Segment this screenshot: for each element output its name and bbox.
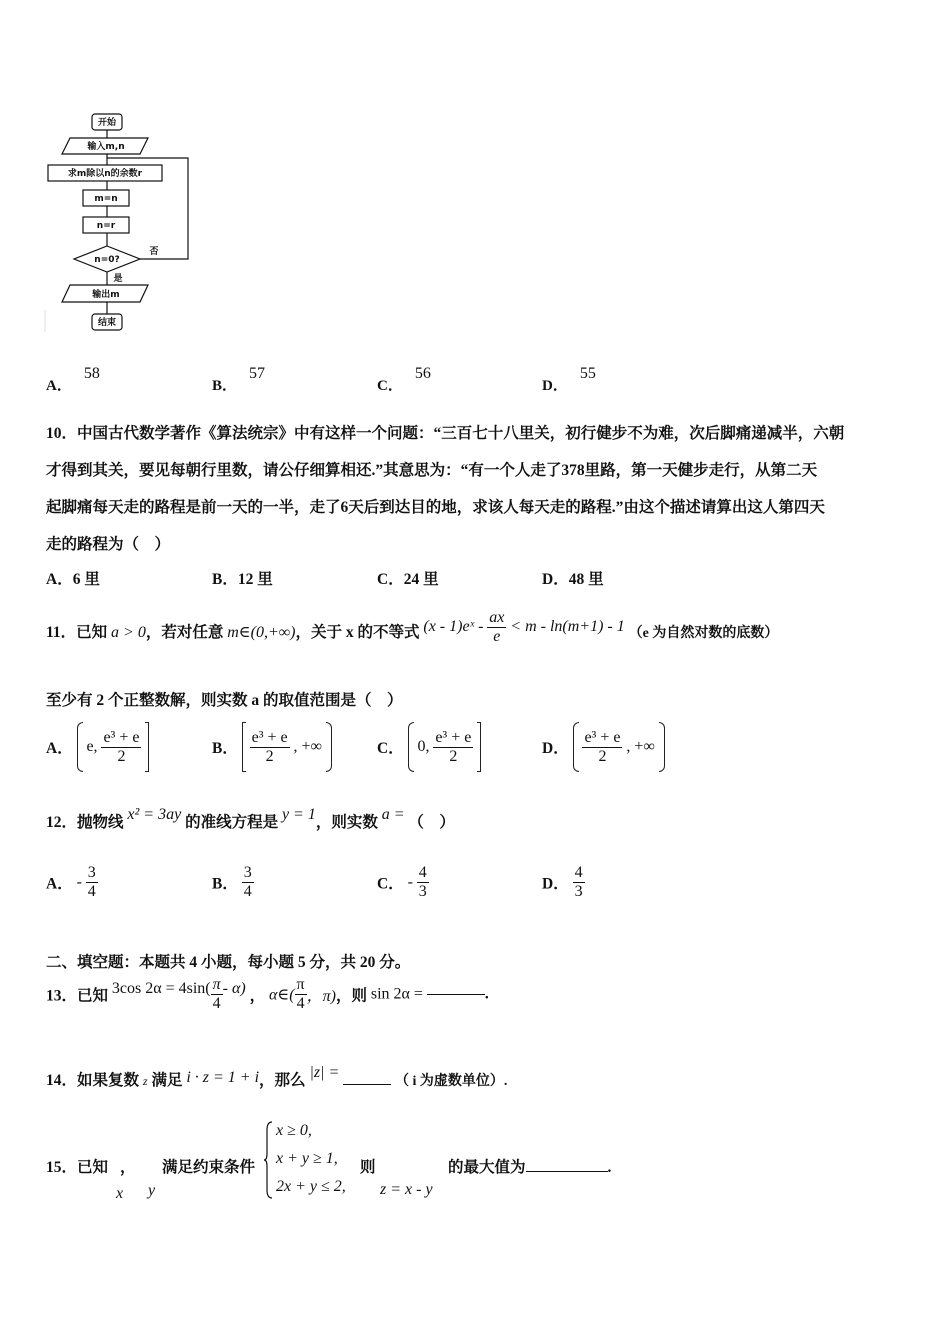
q11-option-a[interactable] (46, 722, 149, 772)
q15-mid: 满足约束条件 (162, 1159, 256, 1176)
interval-bracket (77, 722, 83, 772)
q11-cond-m: m∈(0,+∞) (227, 624, 296, 642)
q11-mid1: ，若对任意 (145, 624, 224, 642)
flow-remainder-label: 求m除以n的余数r (67, 169, 143, 179)
q11-stem (46, 609, 779, 652)
q13-frac (211, 976, 223, 1013)
flow-output-label: 输出m (92, 290, 120, 300)
option-label: A． (46, 740, 73, 757)
interval-bracket (477, 722, 481, 772)
interval-frac (101, 729, 141, 766)
frac-num: ax (489, 609, 505, 626)
flow-no-label: 否 (149, 247, 159, 257)
q12-mid: 的准线方程是 (185, 814, 279, 831)
q13-eq-right: - α) (222, 979, 246, 997)
q14-answer-blank[interactable] (343, 1084, 391, 1085)
q15-suffix-wrap (448, 1155, 611, 1177)
q15-constraint-1: x ≥ 0, (276, 1122, 312, 1139)
q11-option-b[interactable] (212, 722, 332, 772)
q15-constraint-2: x + y ≥ 1, (276, 1150, 338, 1167)
q11-option-d[interactable] (542, 722, 665, 772)
interval-bracket (242, 722, 246, 772)
q11-mid2: ，关于 x 的不等式 (295, 624, 420, 642)
q10-line-3: 起脚痛每天走的路程是前一天的一半，走了6天后到达目的地，求该人每天走的路程.”由这个描述请算出这人第四天 (46, 499, 825, 516)
q9-option-a[interactable] (46, 362, 100, 394)
frac-num: π (296, 976, 305, 993)
q12-option-d[interactable] (542, 864, 585, 901)
q13-target: sin 2α = (370, 985, 423, 1003)
q15-then: 则 (360, 1159, 376, 1176)
flow-condition-label: n=0? (94, 255, 120, 265)
q14-prefix: 14．如果复数 (46, 1072, 140, 1089)
q13-answer-blank[interactable] (427, 994, 485, 995)
option-value: 48 里 (568, 571, 604, 588)
q12-suffix: （ ） (408, 814, 455, 831)
option-label: B． (212, 571, 238, 588)
q12-var: a = (381, 806, 405, 823)
q12-equation: x² = 3ay (127, 806, 182, 823)
q12-option-c[interactable] (377, 864, 429, 901)
q11-prefix: 11．已知 (46, 624, 108, 642)
q9-option-b[interactable] (212, 362, 266, 394)
q11-ineq-right: < m - ln(m+1) - 1 (510, 618, 625, 636)
option-value: 12 里 (237, 571, 273, 588)
interval-frac (250, 729, 290, 766)
interval-bracket (573, 722, 579, 772)
option-label: C． (377, 740, 404, 757)
q12-option-b[interactable] (212, 864, 254, 901)
interval-bracket (326, 722, 332, 772)
flow-assign-n-label: n=r (96, 221, 116, 231)
q13-range-left: α∈( (268, 986, 295, 1004)
q15-brace (264, 1120, 274, 1200)
interval-frac (582, 729, 622, 766)
option-label: C． (377, 875, 404, 893)
frac-den: 4 (212, 995, 221, 1012)
option-sign: - (76, 873, 82, 891)
q10-option-b[interactable] (212, 567, 273, 589)
option-frac (573, 864, 585, 901)
q11-note: （e 为自然对数的底数） (628, 626, 779, 642)
option-value: 55 (579, 365, 596, 382)
q10-line-1: 10．中国古代数学著作《算法统宗》中有这样一个问题：“三百七十八里关，初行健步不为难，次后脚痛递减半，六朝 (46, 425, 845, 442)
flow-start-label: 开始 (97, 118, 117, 128)
option-value: 6 里 (72, 571, 100, 588)
q14-mid: 满足 (151, 1072, 183, 1089)
frac-num: 3 (87, 864, 96, 881)
q11-cond-a: a > 0 (111, 624, 146, 642)
q11-option-c[interactable] (377, 722, 481, 772)
q13-range-right: ，π) (306, 988, 336, 1005)
flow-assign-m-label: m=n (94, 194, 118, 204)
option-value: 57 (249, 365, 266, 382)
frac-den: 4 (87, 883, 96, 900)
frac-num: e³ + e (103, 728, 140, 746)
q9-option-c[interactable] (377, 362, 431, 394)
q10-line-2: 才得到其关，要见每朝行里数，请公仔细算相还.”其意思为：“有一个人走了378里路，第一天健步走行，从第二天 (46, 462, 818, 479)
q12-prefix: 12．抛物线 (46, 814, 124, 831)
option-label: B． (212, 740, 238, 757)
q14-eq: i · z = 1 + i (186, 1069, 260, 1086)
frac-num: 4 (418, 864, 427, 881)
q11-line-2: 至少有 2 个正整数解，则实数 a 的取值范围是（ ） (46, 692, 403, 709)
option-frac (242, 864, 254, 901)
interval-bracket (408, 722, 414, 772)
q13-prefix: 13．已知 (46, 987, 109, 1005)
frac-den: 2 (265, 747, 274, 765)
q14-stem (46, 1064, 508, 1090)
q10-option-c[interactable] (377, 567, 439, 589)
interval-frac (433, 729, 473, 766)
section-title: 二、填空题：本题共 4 小题，每小题 5 分，共 20 分。 (46, 954, 411, 971)
frac-num: e³ + e (435, 728, 472, 746)
q12-stem (46, 806, 455, 832)
option-frac (86, 864, 98, 901)
frac-den: 3 (574, 883, 583, 900)
q12-directrix: y = 1 (281, 806, 316, 823)
q15-z: z = x - y (380, 1181, 433, 1198)
option-label: D． (542, 740, 569, 757)
option-label: A． (46, 571, 73, 588)
option-value: 58 (83, 365, 100, 382)
q15-answer-blank[interactable] (526, 1171, 608, 1172)
q15-comma: ， (120, 1159, 136, 1176)
option-label: D． (542, 571, 569, 588)
flowchart (40, 110, 210, 335)
frac-den: 3 (418, 883, 427, 900)
q13-range-frac (295, 976, 307, 1013)
q14-mid2: ，那么 (259, 1072, 306, 1089)
frac-den: 2 (449, 747, 458, 765)
option-label: D． (542, 875, 569, 893)
frac-den: 2 (598, 747, 607, 765)
q11-ineq-left: (x - 1)eˣ - (423, 618, 484, 636)
option-label: A． (46, 875, 73, 893)
interval-bracket (659, 722, 665, 772)
interval-left: e, (86, 738, 98, 755)
q15-suffix: 的最大值为 (448, 1159, 526, 1176)
option-label: A． (46, 378, 72, 394)
interval-right: , +∞ (293, 738, 322, 755)
option-label: C． (377, 378, 403, 394)
option-value: 56 (414, 365, 431, 382)
q11-ineq-frac (487, 609, 506, 646)
interval-bracket (145, 722, 149, 772)
interval-left: 0, (417, 738, 430, 755)
q10-option-d[interactable] (542, 567, 604, 589)
interval-right: , +∞ (626, 738, 655, 755)
frac-num: 4 (574, 864, 583, 881)
frac-den: e (493, 628, 501, 645)
option-value: 24 里 (403, 571, 439, 588)
q12-mid2: ，则实数 (315, 814, 378, 831)
q15-end: . (607, 1159, 612, 1176)
option-frac (417, 864, 429, 901)
option-label: C． (377, 571, 404, 588)
q10-line-4: 走的路程为（ ） (46, 536, 171, 553)
q9-option-d[interactable] (542, 362, 596, 394)
q15-y: y (148, 1182, 156, 1199)
frac-den: 4 (296, 995, 305, 1012)
frac-den: 2 (117, 747, 126, 765)
q14-var: z (142, 1074, 148, 1088)
frac-num: e³ + e (584, 728, 621, 746)
q13-stem (46, 976, 489, 1013)
frac-num: e³ + e (251, 728, 288, 746)
option-label: D． (542, 378, 568, 394)
flow-end-label: 结束 (97, 318, 117, 328)
q12-option-a[interactable] (46, 864, 98, 901)
frac-den: 4 (243, 883, 252, 900)
q13-then: ，则 (335, 987, 367, 1005)
option-label: B． (212, 378, 238, 394)
flow-input-label: 输入m,n (87, 142, 125, 152)
q15-x: x (116, 1185, 124, 1202)
q14-suffix: （ i 为虚数单位）. (395, 1074, 508, 1089)
q13-eq-left: 3cos 2α = 4sin( (111, 979, 211, 997)
q15-constraint-3: 2x + y ≤ 2, (276, 1178, 346, 1195)
q13-end: . (484, 985, 489, 1003)
frac-num: π (212, 976, 221, 993)
option-label: B． (212, 875, 238, 893)
q13-comma: ， (249, 987, 266, 1005)
q15-prefix: 15．已知 (46, 1159, 109, 1176)
frac-num: 3 (243, 864, 252, 881)
q14-abs: |z| = (309, 1064, 340, 1081)
q10-option-a[interactable] (46, 567, 100, 589)
flow-yes-label: 是 (113, 274, 123, 284)
option-sign: - (407, 873, 413, 891)
